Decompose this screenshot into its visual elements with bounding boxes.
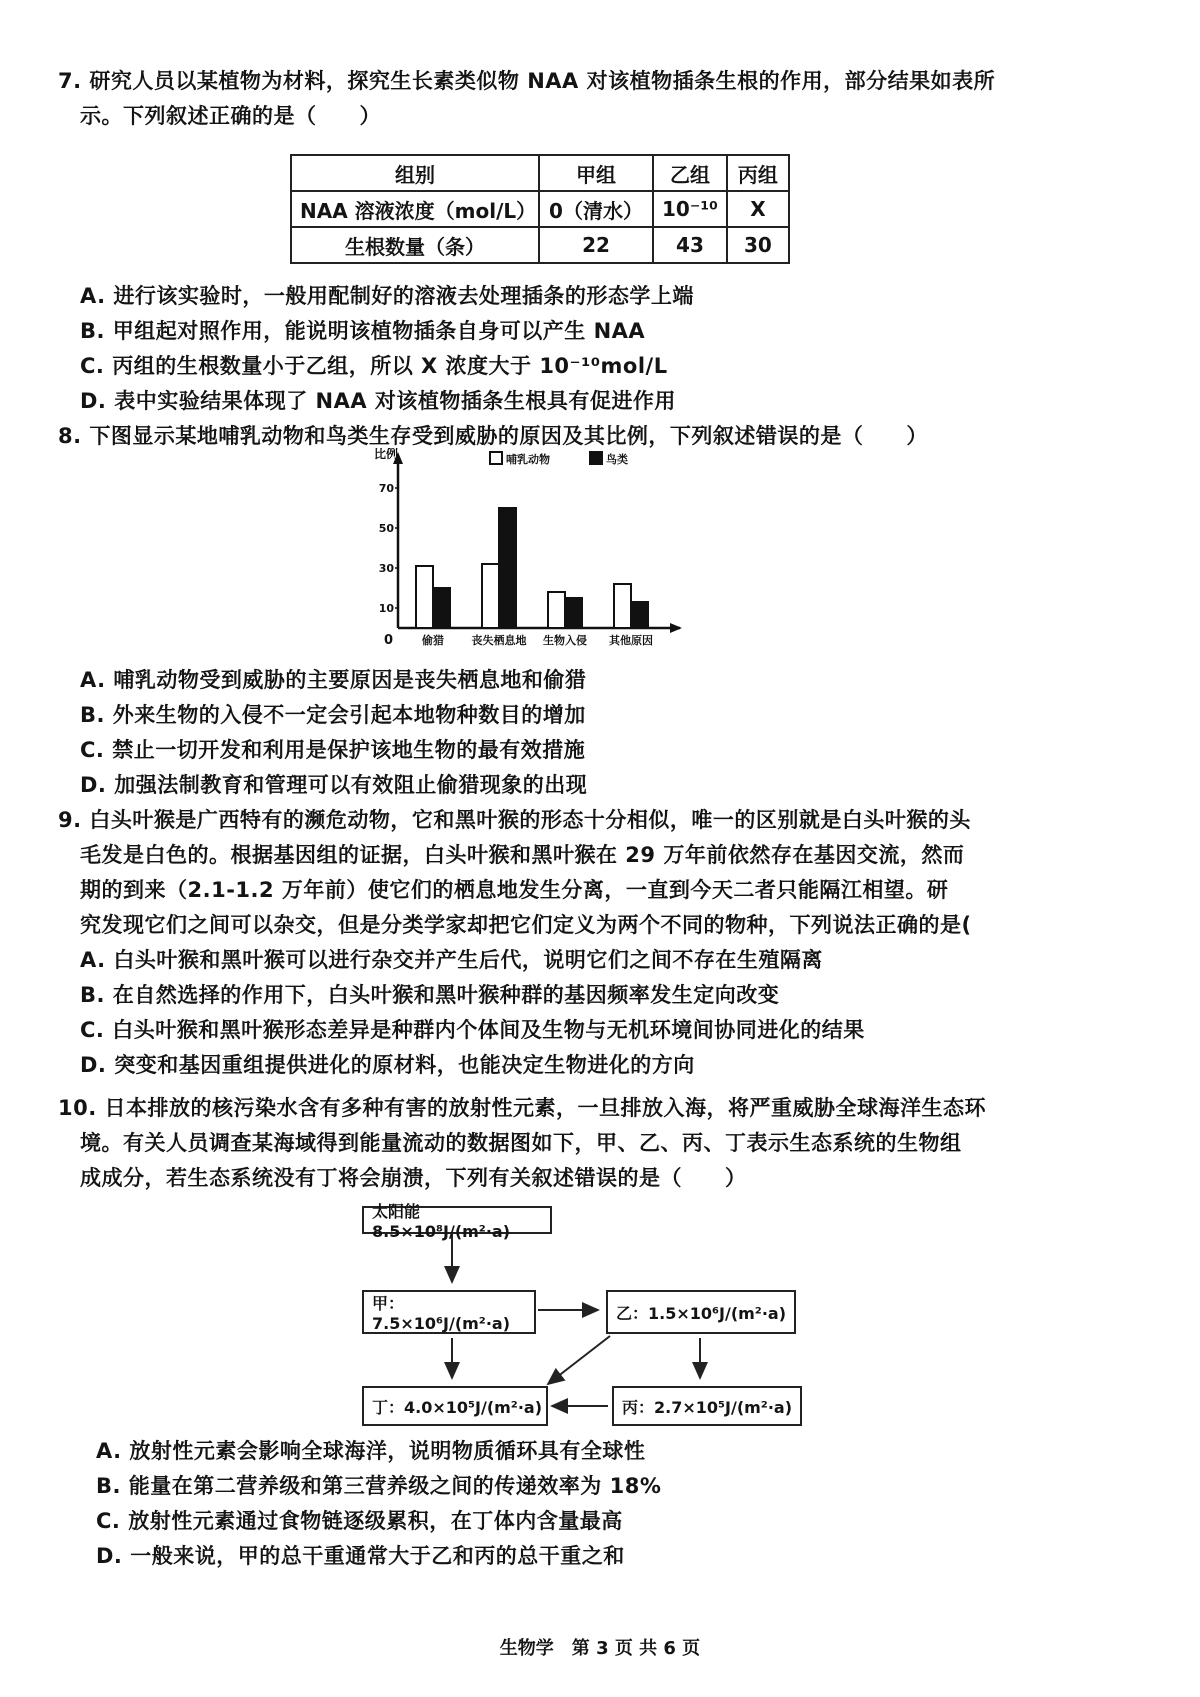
- table-cell: 43: [653, 227, 727, 263]
- q10-option-b: B. 能量在第二营养级和第三营养级之间的传递效率为 18%: [96, 1474, 662, 1498]
- bing-box: 丙：2.7×10⁵J/(m²·a): [612, 1386, 802, 1426]
- y-tick-label: 10: [378, 602, 394, 615]
- ding-box: 丁：4.0×10⁵J/(m²·a): [362, 1386, 548, 1426]
- q10-option-a: A. 放射性元素会影响全球海洋，说明物质循环具有全球性: [96, 1439, 646, 1463]
- q7-option-d: D. 表中实验结果体现了 NAA 对该植物插条生根具有促进作用: [80, 389, 676, 413]
- origin-label: 0: [384, 633, 394, 648]
- yi-box: 乙：1.5×10⁶J/(m²·a): [606, 1290, 796, 1334]
- table-cell: X: [727, 191, 789, 227]
- x-tick-label: 偷猎: [422, 634, 444, 647]
- q10-stem-line2: 境。有关人员调查某海域得到能量流动的数据图如下，甲、乙、丙、丁表示生态系统的生物组: [80, 1131, 962, 1155]
- y-tick-label: 50: [378, 522, 394, 535]
- q10-option-d: D. 一般来说，甲的总干重通常大于乙和丙的总干重之和: [96, 1544, 625, 1568]
- q7-stem-line1: 7. 研究人员以某植物为材料，探究生长素类似物 NAA 对该植物插条生根的作用，部分结果如表所: [58, 69, 996, 93]
- q10-option-c: C. 放射性元素通过食物链逐级累积，在丁体内含量最高: [96, 1509, 623, 1533]
- q9-stem-line4: 究发现它们之间可以杂交，但是分类学家却把它们定义为两个不同的物种，下列说法正确的是(: [80, 913, 972, 937]
- table-cell: 0（清水）: [539, 191, 653, 227]
- y-tick-label: 30: [378, 562, 394, 575]
- table-cell: 10⁻¹⁰: [653, 191, 727, 227]
- q10-stem-line1: 10. 日本排放的核污染水含有多种有害的放射性元素，一旦排放入海，将严重威胁全球海洋生态环: [58, 1096, 987, 1120]
- q8-option-a: A. 哺乳动物受到威胁的主要原因是丧失栖息地和偷猎: [80, 668, 587, 692]
- table-cell: 30: [727, 227, 789, 263]
- q10-stem-line3: 成成分，若生态系统没有丁将会崩溃，下列有关叙述错误的是（ ）: [80, 1166, 747, 1190]
- y-axis-label: 比例: [374, 448, 399, 461]
- page-footer: 生物学 第 3 页 共 6 页: [499, 1638, 701, 1659]
- q9-option-c: C. 白头叶猴和黑叶猴形态差异是种群内个体间及生物与无机环境间协同进化的结果: [80, 1018, 865, 1042]
- sun-energy-box: 太阳能 8.5×10⁸J/(m²·a): [362, 1206, 552, 1234]
- table-cell: NAA 溶液浓度（mol/L）: [291, 191, 539, 227]
- x-tick-label: 丧失栖息地: [471, 634, 527, 647]
- table-header-cell: 乙组: [653, 155, 727, 191]
- q7-option-c: C. 丙组的生根数量小于乙组，所以 X 浓度大于 10⁻¹⁰mol/L: [80, 354, 668, 378]
- q9-stem-line3: 期的到来（2.1-1.2 万年前）使它们的栖息地发生分离，一直到今天二者只能隔江相望。研: [80, 878, 949, 902]
- q7-stem-line2: 示。下列叙述正确的是（ ）: [80, 104, 381, 128]
- q8-stem: 8. 下图显示某地哺乳动物和鸟类生存受到威胁的原因及其比例，下列叙述错误的是（ ）: [58, 424, 928, 448]
- q8-option-d: D. 加强法制教育和管理可以有效阻止偷猎现象的出现: [80, 773, 588, 797]
- y-tick-label: 70: [378, 482, 394, 495]
- legend-label: 哺乳动物: [506, 453, 550, 466]
- q7-option-b: B. 甲组起对照作用，能说明该植物插条自身可以产生 NAA: [80, 319, 646, 343]
- x-tick-label: 生物入侵: [543, 634, 587, 647]
- q7-option-a: A. 进行该实验时，一般用配制好的溶液去处理插条的形态学上端: [80, 284, 694, 308]
- q8-option-c: C. 禁止一切开发和利用是保护该地生物的最有效措施: [80, 738, 586, 762]
- table-cell: 22: [539, 227, 653, 263]
- q8-option-b: B. 外来生物的入侵不一定会引起本地物种数目的增加: [80, 703, 586, 727]
- q9-stem-line1: 9. 白头叶猴是广西特有的濒危动物，它和黑叶猴的形态十分相似，唯一的区别就是白头叶猴的头: [58, 808, 971, 832]
- table-cell: 生根数量（条）: [291, 227, 539, 263]
- table-header-cell: 组别: [291, 155, 539, 191]
- jia-box: 甲：7.5×10⁶J/(m²·a): [362, 1290, 536, 1334]
- q9-option-d: D. 突变和基因重组提供进化的原材料，也能决定生物进化的方向: [80, 1053, 695, 1077]
- table-header-cell: 甲组: [539, 155, 653, 191]
- x-tick-label: 其他原因: [609, 634, 653, 647]
- table-header-cell: 丙组: [727, 155, 789, 191]
- legend-label: 鸟类: [606, 453, 628, 466]
- q9-stem-line2: 毛发是白色的。根据基因组的证据，白头叶猴和黑叶猴在 29 万年前依然存在基因交流，然而: [80, 843, 965, 867]
- q9-option-a: A. 白头叶猴和黑叶猴可以进行杂交并产生后代，说明它们之间不存在生殖隔离: [80, 948, 823, 972]
- q9-option-b: B. 在自然选择的作用下，白头叶猴和黑叶猴种群的基因频率发生定向改变: [80, 983, 780, 1007]
